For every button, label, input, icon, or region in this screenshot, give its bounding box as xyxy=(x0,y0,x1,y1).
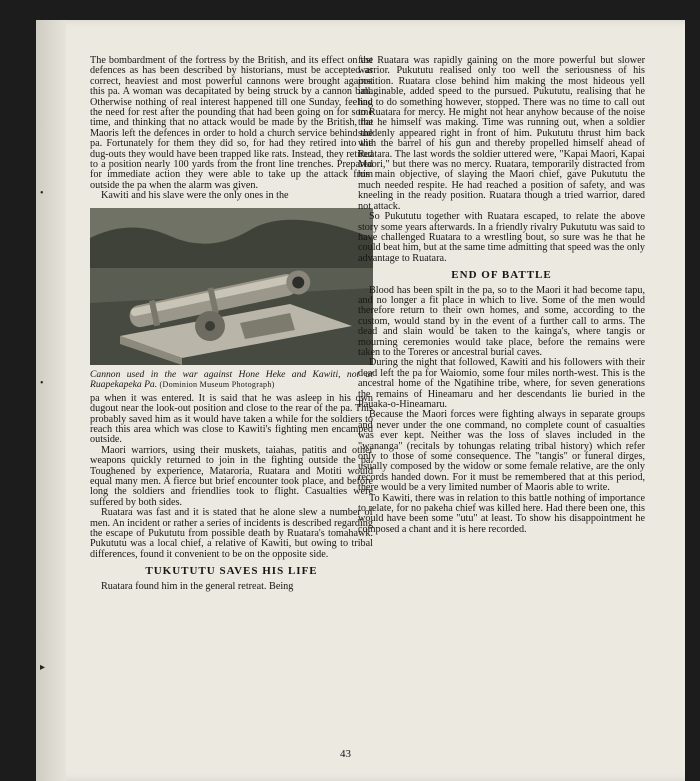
magazine-page xyxy=(36,20,685,781)
paragraph: During the night that followed, Kawiti and his followers with their dead left the pa for Waiomio, some four miles north-west. This is the ancestral home of the Ngatihine tribe, where, for seven generations the remains of Hineamaru and her descendants lie buried in the Pauaka-o-Hineamaru. xyxy=(358,357,645,410)
section-heading: END OF BATTLE xyxy=(451,269,552,282)
cannon-photo xyxy=(90,208,373,365)
paragraph: The bombardment of the fortress by the British, and its effect on the defences as has been described by historians, must be accepted as correct, heaviest and most powerful cannons were brought against this pa. A woman was decapitated by being struck by a cannon ball. Otherwise nothing of real interest happened till one Sunday, feeling the need for rest after the pounding that had been going on for some time, and thinking that no attack would be made by the British, the Maoris left the defences in order to hold a church service behind the pa. Fortunately for them they did so, for had they retired into the dug-outs they would have been trapped like rats. Instead, they retired to a position nearly 100 yards from the front line trenches. Prepared for immediate action they were able to take up the attack from outside the pa when the alarm was given. xyxy=(90,55,373,191)
binding-mark: • xyxy=(40,378,44,389)
paragraph: Kawiti and his slave were the only ones in the xyxy=(101,190,289,202)
caption-text: Cannon used in the war against Hone Heke and Kawiti, not at Ruapekapeka Pa. xyxy=(90,368,373,390)
paragraph: Ruatara was fast and it is stated that he alone slew a number of men. An incident or rather a series of incidents is described regarding the escape of Pukututu from possible death by Ruatara's tomahawk. Pukututu was a local chief, a relative of Kawiti, but owing to tribal differences, found it convenient to be on the opposite side. xyxy=(90,507,373,560)
paragraph: Because the Maori forces were fighting always in separate groups and never under the one command, no complete count of casualties was ever kept. Neither was the loss of slaves included in the "wananga" (recitals by tohungas relating tribal history) which refer only to those of some consequence. The "tangis" or funeral dirges, usually composed by the widow or some female relative, are the only records handed down. For it must be remembered that at this period, there would be a very limited number of Maoris able to write. xyxy=(358,409,645,494)
paragraph: To Kawiti, there was in relation to this battle nothing of importance to relate, for no pakeha chief was killed here. Had there been one, this would have been some "utu" at least. To show his disappointment he composed a chant and it is here recorded. xyxy=(358,492,645,535)
page-number: 43 xyxy=(340,748,351,760)
section-heading: TUKUTUTU SAVES HIS LIFE xyxy=(145,565,318,578)
binding-mark: • xyxy=(40,188,44,199)
left-column xyxy=(90,56,373,592)
paragraph: fast Ruatara was rapidly gaining on the more powerful but slower warrior. Pukututu realised only too well the seriousness of his position. Ruatara close behind him making the most hideous yell imaginable, added speed to the pursued. Pukututu, realising that he had to do something however, stopped. There was no time to call out to Ruatara for mercy. He might not hear anyhow because of the noise that he himself was making. Time was running out, when a soldier suddenly appeared right in front of him. Pukututu thrust him back with the barrel of his gun and thereby propelled himself ahead of Ruatara. The last words the soldier uttered were, "Kapai Maori, Kapai Maori," but there was no mercy. Ruatara, temporarily distracted from his main objective, of slaying the Maori chief, gave Pukututu the much needed respite. He had reached a position of safety, and was kneeling in the ready position. Ruatara though a tried warrior, dared not attack. xyxy=(358,55,645,212)
paragraph: pa when it was entered. It is said that he was asleep in his own dugout near the look-out position and close to the rear of the pa. This probably saved him as it would have taken a while for the soldiers to reach this area which was close to Kawiti's fighting men encamped outside. xyxy=(90,392,373,446)
paragraph: Blood has been spilt in the pa, so to the Maori it had become tapu, and no longer a fit place in which to live. Some of the men would therefore return to their own homes, and some, according to the custom, would stand by in the event of a further call to arms. The dead and slain would be taken to the kainga's, where tangis or mourning ceremonies would take place, before the remains were taken to the Toreres or ancestral burial caves. xyxy=(358,284,645,358)
paragraph: Maori warriors, using their muskets, taiahas, patitis and other weapons quickly returned to join in the fighting outside the pa. Toughened by experience, Mataroria, Ruatara and Motiti would equal many men. A fierce but brief encounter took place, and before long the soldiers and friendlies took to flight. Casualties were suffered by both sides. xyxy=(90,444,373,508)
right-column xyxy=(358,56,645,535)
paragraph: So Pukututu together with Ruatara escaped, to relate the above story some years afterwards. In a friendly rivalry Pukututu was said to have challenged Ruatara to a wrestling bout, so sure was he that he could beat him, but at the same time admitting that speed was the only advantage to Ruatara. xyxy=(358,211,645,264)
paragraph: Ruatara found him in the general retreat. Being xyxy=(101,580,294,592)
caption-credit: (Dominion Museum Photograph) xyxy=(159,379,275,389)
binding-mark: ▸ xyxy=(40,662,46,673)
photo-caption xyxy=(90,370,373,390)
